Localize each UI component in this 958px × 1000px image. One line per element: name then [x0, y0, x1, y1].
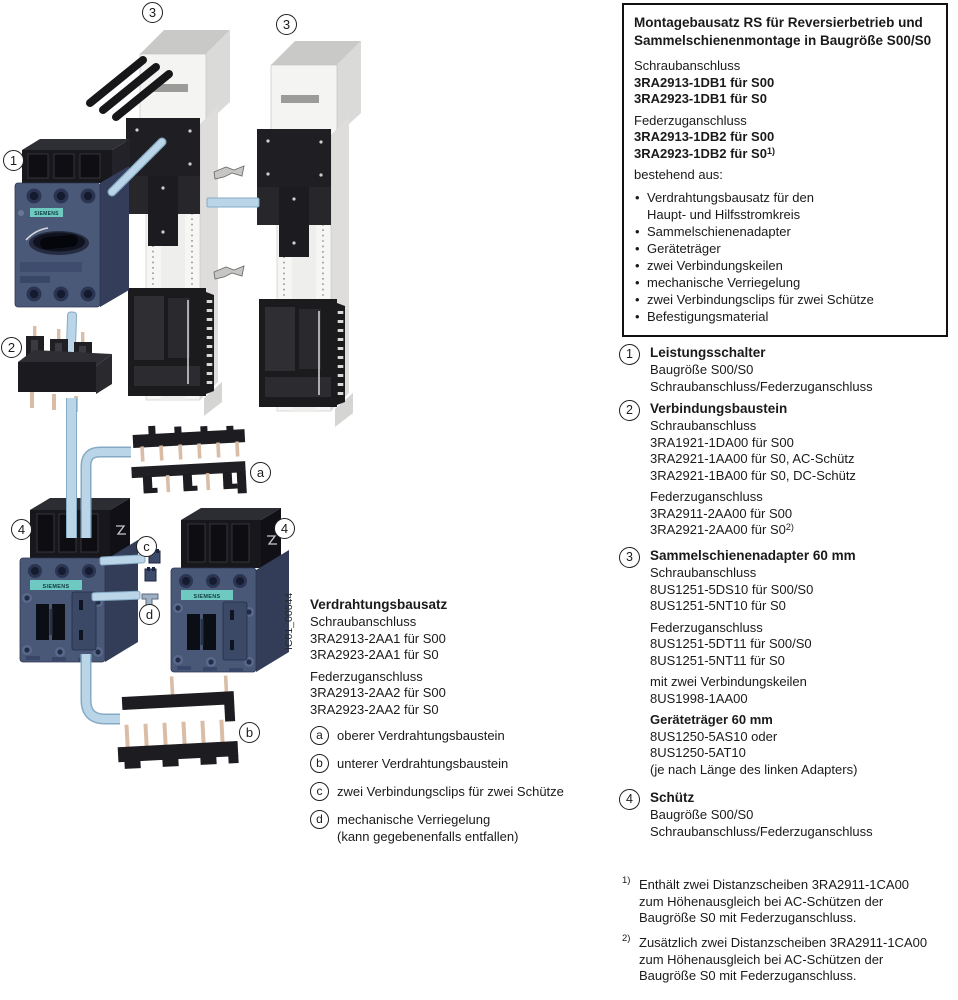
part-number: 3RA2923-2AA2 für S0	[310, 701, 439, 717]
part-number: 8US1250-5AT10	[650, 745, 746, 760]
legend-text: oberer Verdrahtungsbaustein	[337, 728, 505, 743]
part-number: 3RA2913-2AA1 für S00	[310, 630, 446, 646]
legend-note: (kann gegebenenfalls entfallen)	[337, 829, 519, 844]
callout-3-adapter-right: 3	[276, 14, 297, 35]
bullet-item: • Geräteträger	[634, 240, 936, 257]
callout-b-lower-comb: b	[239, 722, 260, 743]
text-line: Schraubanschluss	[650, 565, 757, 580]
part-number: 8US1251-5NT10 für S0	[650, 598, 786, 613]
part-number: 8US1250-5AS10 oder	[650, 728, 778, 744]
bullet-item: • zwei Verbindungskeilen	[634, 257, 936, 274]
text-line: Baugröße S00/S0	[650, 807, 754, 822]
legend-item-3	[619, 547, 958, 778]
legend-item-2	[619, 400, 958, 539]
bullet-item: • Sammelschienenadapter	[634, 223, 936, 240]
busbar-adapter-right	[257, 41, 361, 427]
text-line: Baugröße S00/S0	[650, 362, 754, 377]
product-info-box	[622, 3, 948, 337]
footnote-2-sup: 2)	[622, 933, 631, 944]
callout-4-contactor-left: 4	[11, 519, 32, 540]
legend-text: zwei Verbindungsclips für zwei Schütze	[337, 784, 564, 799]
text-line: (je nach Länge des linken Adapters)	[650, 761, 858, 777]
interlock-rod	[92, 591, 140, 601]
item-2-number: 2	[619, 400, 640, 421]
footnote-2	[622, 935, 954, 985]
circuit-breaker	[15, 139, 130, 307]
item-1-number: 1	[619, 344, 640, 365]
part-number: 8US1251-5NT11 für S0	[650, 652, 785, 668]
part-number: 3RA2911-2AA00 für S00	[650, 505, 793, 521]
text-line: Federzuganschluss	[650, 619, 763, 635]
wiring-legend-row-d	[310, 810, 610, 845]
item-4-number: 4	[619, 789, 640, 810]
footnote-ref-2: 2)	[785, 522, 794, 532]
busbar-blue-link	[207, 198, 259, 207]
part-number: 3RA2923-2AA1 für S0	[310, 647, 439, 662]
text-line: zum Höhenausgleich bei AC-Schützen der	[639, 893, 884, 909]
clip-rod	[100, 555, 145, 565]
footnote-1	[622, 877, 954, 927]
part-number: 3RA1921-1DA00 für S00	[650, 434, 794, 450]
legend-letter-c: c	[310, 782, 329, 801]
callout-a-upper-comb: a	[250, 462, 271, 483]
bullet-item: • Befestigungsmaterial	[634, 308, 936, 325]
part-number: 3RA2923-1DB2 für S0$^{1)}$	[634, 145, 775, 161]
wiring-kit-block	[310, 596, 610, 845]
text-line: Enthält zwei Distanzscheiben 3RA2911-1CA00	[639, 877, 910, 892]
legend-letter-b: b	[310, 754, 329, 773]
connection-wedges	[214, 166, 244, 279]
bullet-item: • zwei Verbindungsclips für zwei Schütze	[634, 291, 936, 308]
consists-label: bestehend aus:	[634, 167, 723, 182]
legend-text: unterer Verdrahtungsbaustein	[337, 756, 509, 771]
wiring-legend-row-b	[310, 754, 610, 774]
part-number: 8US1251-5DT11 für S00/S0	[650, 636, 812, 651]
brand-label: SIEMENS	[34, 211, 59, 217]
item-1-title: Leistungsschalter	[650, 345, 766, 360]
item-4-title: Schütz	[650, 790, 695, 805]
spring-label: Federzuganschluss	[634, 112, 747, 128]
footnote-1-sup: 1)	[622, 875, 631, 886]
wiring-kit-title: Verdrahtungsbausatz	[310, 597, 448, 612]
callout-c-clips: c	[136, 536, 157, 557]
bullet-item-cont: Haupt- und Hilfsstromkreis	[647, 206, 801, 222]
text-line: Federzuganschluss	[650, 489, 763, 504]
box-title-line1: Montagebausatz RS für Reversierbetrieb und	[634, 15, 923, 30]
figure-id-label: IC01_00644	[283, 592, 295, 650]
callout-2-connector: 2	[1, 337, 22, 358]
contactor-right	[171, 508, 289, 672]
legend-item-1	[619, 344, 958, 395]
wiring-legend-row-a	[310, 726, 610, 746]
bullet-item: • Verdrahtungsbausatz für den	[634, 189, 936, 206]
wiring-legend-row-c	[310, 782, 610, 802]
callout-1-breaker: 1	[3, 150, 24, 171]
screw-label: Schraubanschluss	[310, 614, 417, 629]
footnote-ref-1: 1)	[766, 145, 775, 156]
item-2-title: Verbindungsbaustein	[650, 401, 788, 416]
part-number: 3RA2913-1DB2 für S00	[634, 129, 775, 144]
text-line: Schraubanschluss/Federzuganschluss	[650, 823, 873, 839]
wiring-tube-elbow-bottom	[86, 654, 120, 719]
part-number: 3RA2913-2AA2 für S00	[310, 685, 446, 700]
callout-4-contactor-right: 4	[274, 518, 295, 539]
callout-3-adapter-left: 3	[142, 2, 163, 23]
text-line: Zusätzlich zwei Distanzscheiben 3RA2911-1CA00	[639, 935, 928, 950]
upper-wiring-comb	[129, 421, 248, 499]
spring-label: Federzuganschluss	[310, 668, 423, 684]
legend-letter-d: d	[310, 810, 329, 829]
text-line: Baugröße S0 mit Federzuganschluss.	[639, 910, 857, 925]
contactor-left	[20, 498, 138, 662]
contents-list	[634, 189, 936, 325]
text-line: Baugröße S0 mit Federzuganschluss.	[639, 968, 857, 983]
item-3-subtitle: Geräteträger 60 mm	[650, 712, 773, 727]
lower-wiring-comb	[117, 673, 239, 769]
part-number: 3RA2921-1AA00 für S0, AC-Schütz	[650, 451, 855, 466]
legend-item-4	[619, 789, 958, 840]
item-3-title: Sammelschienenadapter 60 mm	[650, 548, 856, 563]
part-number: 3RA2921-2AA00 für S0$^{2)}$	[650, 522, 794, 537]
text-line: Schraubanschluss/Federzuganschluss	[650, 378, 873, 394]
bullet-item: • mechanische Verriegelung	[634, 274, 936, 291]
busbar-adapter-left	[126, 30, 230, 416]
part-number: 3RA2913-1DB1 für S00	[634, 74, 775, 90]
part-number: 8US1998-1AA00	[650, 690, 748, 706]
wiring-tube-vertical	[66, 398, 77, 538]
text-line: zum Höhenausgleich bei AC-Schützen der	[639, 951, 884, 967]
legend-letter-a: a	[310, 726, 329, 745]
part-number: 3RA2921-1BA00 für S0, DC-Schütz	[650, 467, 856, 483]
part-number: 8US1251-5DS10 für S00/S0	[650, 581, 814, 597]
box-title-line2: Sammelschienenmontage in Baugröße S00/S0	[634, 33, 932, 48]
item-3-number: 3	[619, 547, 640, 568]
screw-label: Schraubanschluss	[634, 58, 741, 73]
callout-d-interlock: d	[139, 604, 160, 625]
legend-text: mechanische Verriegelung	[337, 812, 491, 827]
text-line: mit zwei Verbindungskeilen	[650, 674, 807, 689]
text-line: Schraubanschluss	[650, 418, 757, 433]
part-number: 3RA2923-1DB1 für S0	[634, 91, 767, 106]
connector-block	[18, 326, 112, 412]
